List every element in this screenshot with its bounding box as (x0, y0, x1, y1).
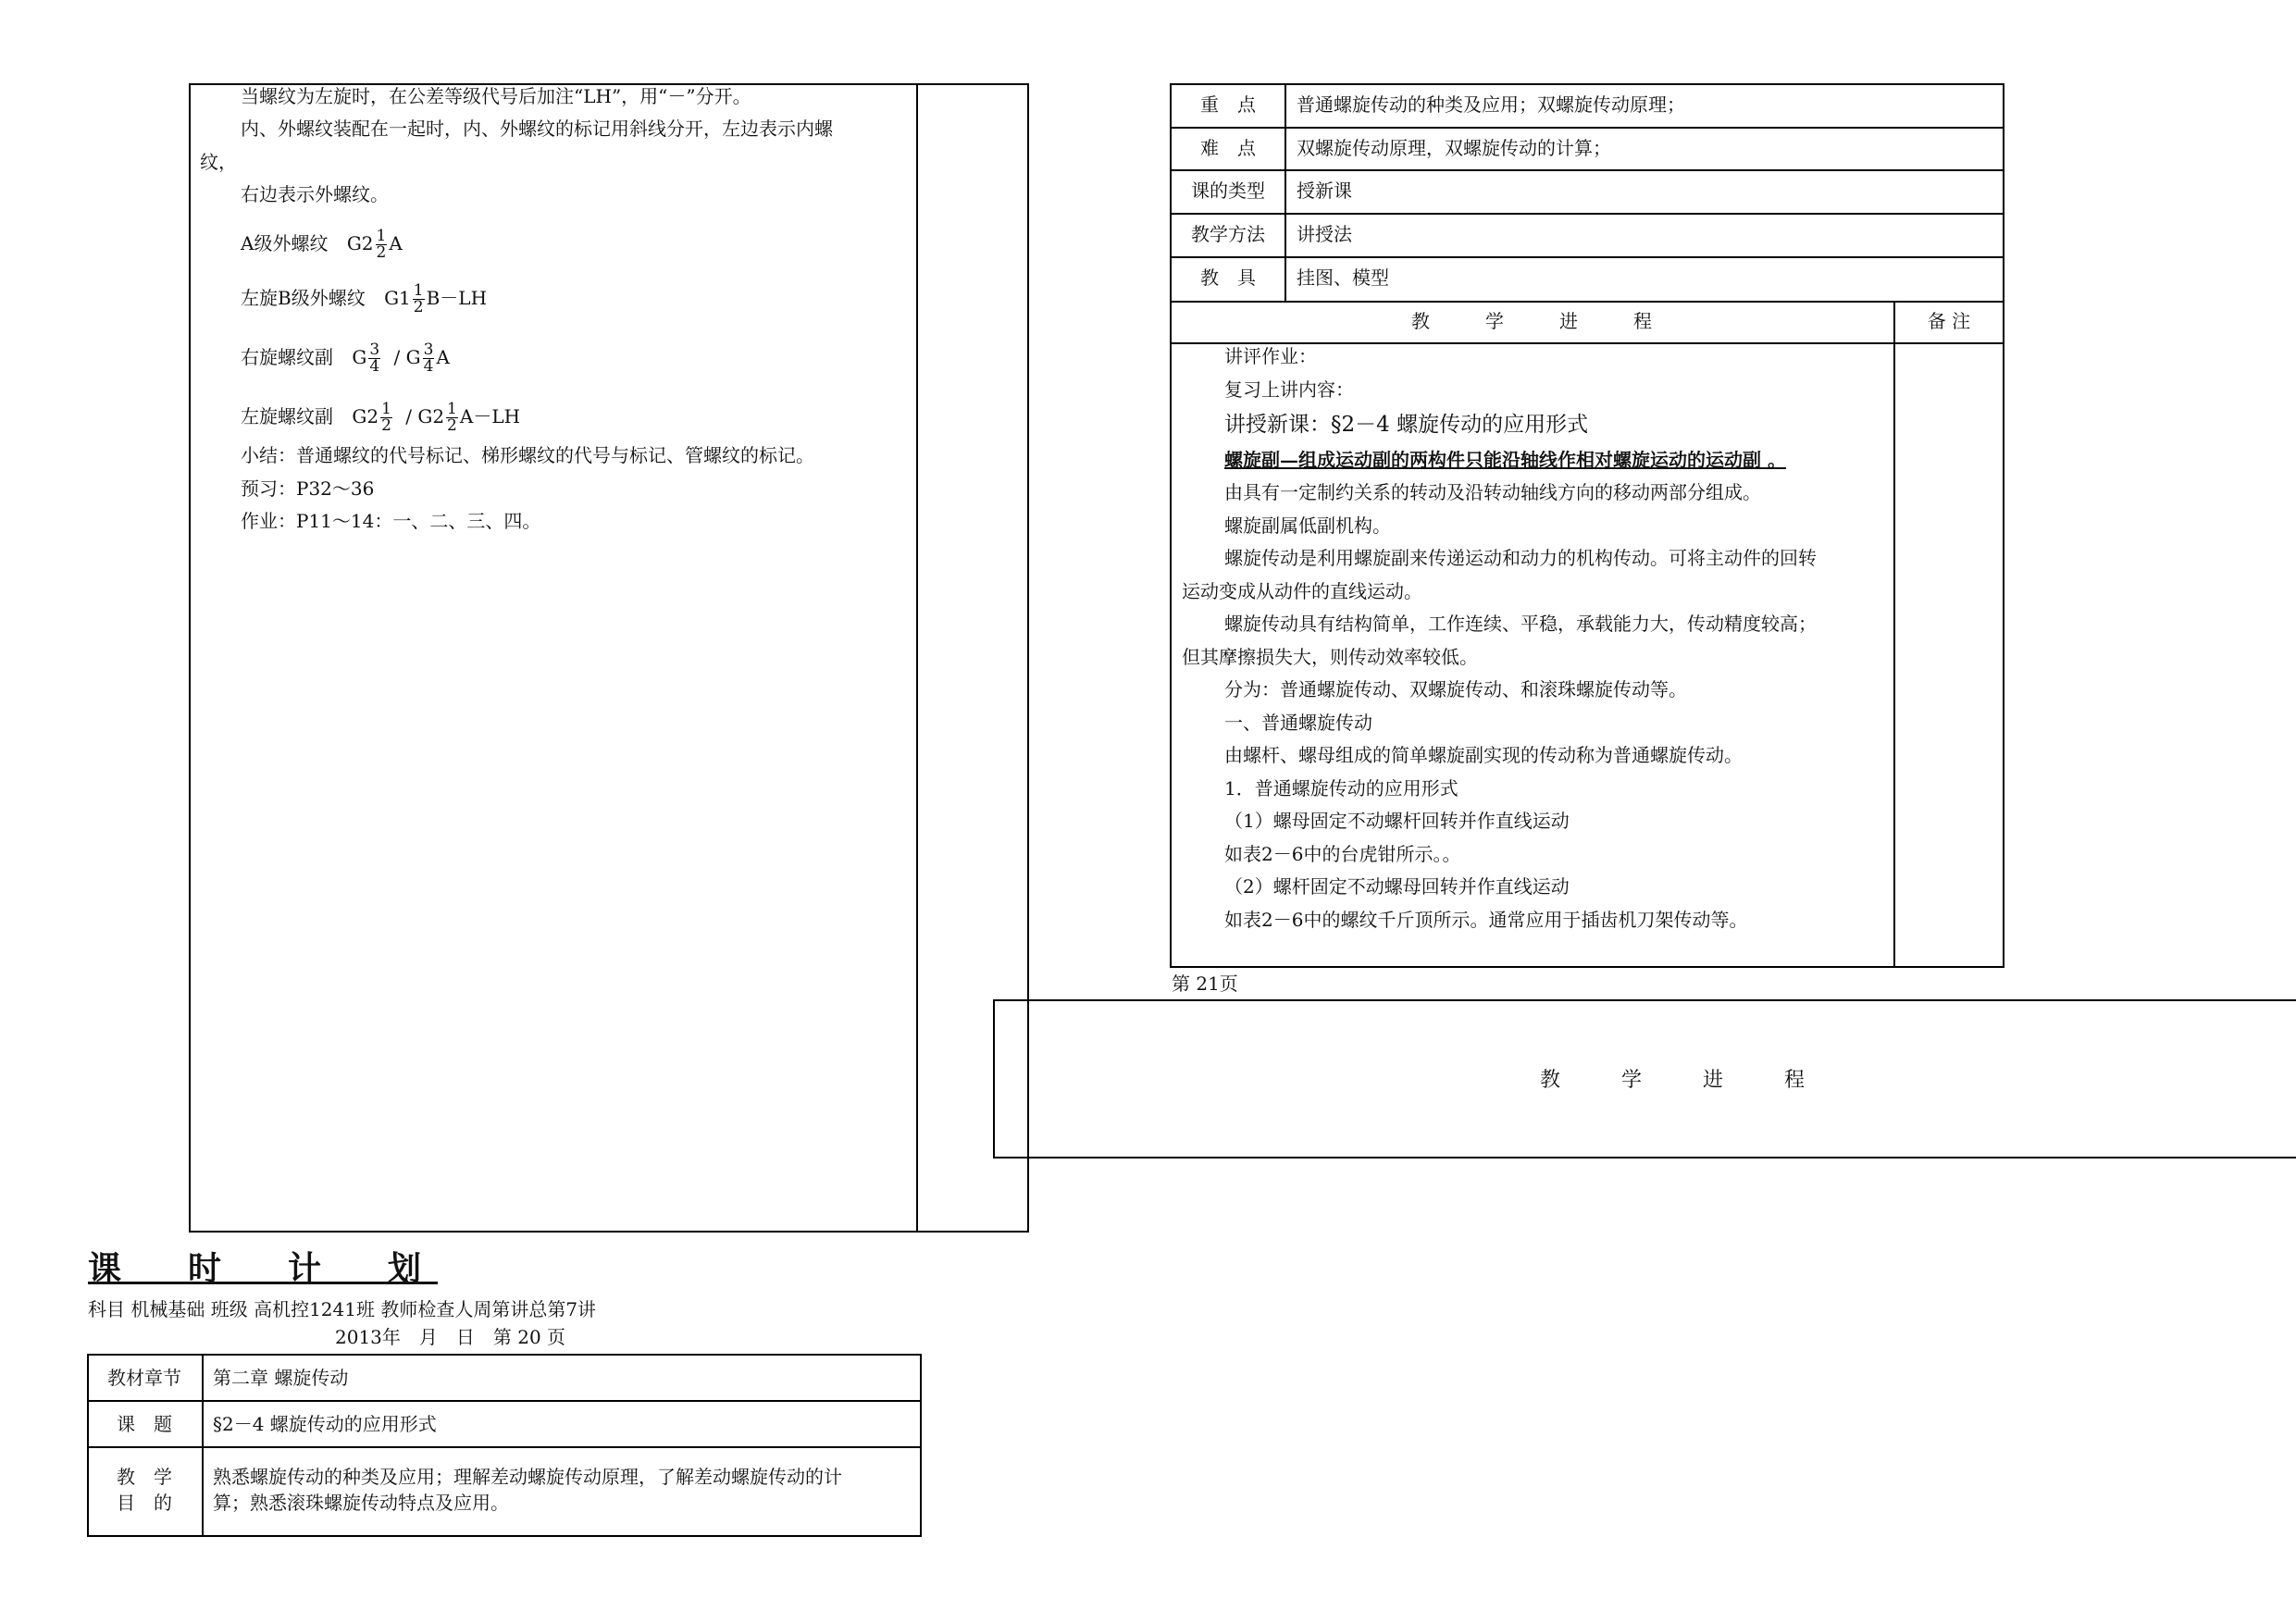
body-line: （1）螺母固定不动螺杆回转并作直线运动 (1224, 810, 1570, 832)
fraction-numerator: 3 (369, 341, 380, 359)
fraction-numerator: 1 (376, 227, 387, 245)
left-sheet-remarks-divider (916, 83, 918, 1233)
body-line: 螺旋传动具有结构简单，工作连续、平稳，承载能力大，传动精度较高； (1224, 613, 1817, 635)
plan-label-divider (202, 1354, 204, 1537)
row-divider (1170, 213, 2004, 215)
info-label-divider (1285, 83, 1286, 302)
row-divider (87, 1446, 922, 1448)
example-label: A级外螺纹 (241, 232, 329, 254)
row-divider (1170, 127, 2004, 129)
row-divider (1170, 169, 2004, 171)
example-code-middle: / G2 (405, 405, 445, 427)
example-code-prefix: G (352, 346, 367, 368)
body-line: 由螺杆、螺母组成的简单螺旋副实现的传动称为普通螺旋传动。 (1224, 744, 1743, 766)
body-line: 螺旋副属低副机构。 (1224, 514, 1391, 537)
info-value-difficulties: 双螺旋传动原理，双螺旋传动的计算； (1297, 137, 1611, 159)
fraction (376, 229, 388, 261)
fraction-numerator: 1 (381, 400, 391, 418)
body-line: 如表2－6中的螺纹千斤顶所示。通常应用于插齿机刀架传动等。 (1224, 909, 1748, 931)
example-code-prefix: G1 (384, 287, 411, 309)
row-divider (1170, 256, 2004, 258)
body-line: 1．普通螺旋传动的应用形式 (1224, 777, 1458, 799)
plan-label-objective: 教 学 目 的 (117, 1466, 172, 1514)
body-line: 螺旋传动是利用螺旋副来传递运动和动力的机构传动。可将主动件的回转 (1224, 547, 1817, 569)
example-code-suffix: A (389, 232, 403, 254)
plan-value-topic: §2－4 螺旋传动的应用形式 (213, 1413, 437, 1435)
left-text-line: 当螺纹为左旋时，在公差等级代号后加注“LH”，用“－”分开。 (241, 85, 751, 107)
body-line: 讲授新课：§2－4 螺旋传动的应用形式 (1224, 413, 1589, 437)
example-code-middle: / G (393, 346, 421, 368)
lesson-plan-date: 2013年 月 日 第 20 页 (335, 1326, 566, 1348)
example-code-suffix: B－LH (426, 287, 488, 309)
body-line: 但其摩擦损失大，则传动效率较低。 (1182, 646, 1478, 668)
fraction-numerator: 1 (447, 400, 457, 418)
fraction-denominator: 2 (376, 243, 387, 262)
fraction-denominator: 2 (381, 416, 391, 435)
example-code-suffix: A－LH (459, 405, 521, 427)
body-line: 如表2－6中的台虎钳所示。。 (1224, 843, 1461, 865)
row-divider (1170, 301, 2004, 303)
fraction (413, 283, 425, 316)
body-line: （2）螺杆固定不动螺母回转并作直线运动 (1224, 875, 1570, 898)
fraction (368, 342, 380, 375)
fraction-denominator: 4 (423, 357, 434, 376)
info-value-teaching-aids: 挂图、模型 (1297, 266, 1389, 289)
body-line: 运动变成从动件的直线运动。 (1182, 580, 1422, 602)
info-label-teaching-aids: 教 具 (1200, 266, 1256, 289)
lesson-plan-meta: 科目 机械基础 班级 高机控1241班 教师检查人周第讲总第7讲 (88, 1298, 597, 1320)
plan-value-chapter: 第二章 螺旋传动 (213, 1367, 349, 1389)
fraction-denominator: 4 (369, 357, 380, 376)
plan-label-topic: 课 题 (117, 1413, 172, 1435)
left-text-line: 纹， (200, 151, 237, 173)
info-label-difficulties: 难 点 (1200, 137, 1256, 159)
remarks-header: 备 注 (1927, 310, 1971, 332)
fraction (423, 342, 435, 375)
plan-label-chapter: 教材章节 (107, 1367, 181, 1389)
fraction-numerator: 1 (413, 281, 424, 300)
thread-example-2 (241, 279, 487, 316)
info-value-key-points: 普通螺旋传动的种类及应用；双螺旋传动原理； (1297, 93, 1685, 116)
body-line: 由具有一定制约关系的转动及沿转动轴线方向的移动两部分组成。 (1224, 481, 1761, 503)
fraction-numerator: 3 (423, 341, 434, 359)
example-label: 左旋螺纹副 (241, 405, 333, 427)
info-label-lesson-type: 课的类型 (1191, 180, 1265, 202)
body-line: 分为：普通螺旋传动、双螺旋传动、和滚珠螺旋传动等。 (1224, 678, 1687, 700)
thread-example-3 (241, 339, 450, 376)
body-line: 讲评作业： (1224, 345, 1317, 367)
thread-example-1 (241, 225, 403, 262)
fraction-denominator: 2 (447, 416, 457, 435)
info-value-lesson-type: 授新课 (1297, 180, 1352, 202)
fraction (446, 402, 458, 434)
summary-text: 小结：普通螺纹的代号标记、梯形螺纹的代号与标记、管螺纹的标记。 (241, 444, 814, 466)
fraction-denominator: 2 (413, 298, 424, 316)
example-code-suffix: A (436, 346, 450, 368)
body-line: 一、普通螺旋传动 (1224, 712, 1372, 734)
example-label: 右旋螺纹副 (241, 346, 333, 368)
lesson-plan-title: 课 时 计 划 (88, 1249, 439, 1288)
body-definition-line: 螺旋副—组成运动副的两构件只能沿轴线作相对螺旋运动的运动副 。 (1224, 449, 1786, 471)
page-number: 第 21页 (1172, 973, 1238, 995)
middle-strip-text: 教 学 进 程 (1540, 1069, 1806, 1092)
homework-text: 作业：P11～14：一、二、三、四。 (241, 510, 541, 532)
preview-text: 预习：P32～36 (241, 477, 375, 500)
row-divider (1170, 342, 2004, 344)
fraction (380, 402, 392, 434)
example-code-prefix: G2 (352, 405, 379, 427)
remarks-divider (1893, 301, 1895, 968)
example-code-prefix: G2 (346, 232, 374, 254)
thread-example-4 (241, 398, 520, 435)
row-divider (87, 1400, 922, 1402)
info-label-method: 教学方法 (1191, 223, 1265, 245)
left-text-line: 内、外螺纹装配在一起时，内、外螺纹的标记用斜线分开，左边表示内螺 (241, 118, 833, 140)
left-text-line: 右边表示外螺纹。 (241, 183, 389, 205)
info-label-key-points: 重 点 (1200, 93, 1256, 116)
process-header: 教 学 进 程 (1411, 310, 1652, 332)
info-value-method: 讲授法 (1297, 223, 1352, 245)
plan-value-objective: 熟悉螺旋传动的种类及应用；理解差动螺旋传动原理，了解差动螺旋传动的计 算；熟悉滚珠螺旋传动特点及应用。 (213, 1466, 842, 1514)
body-line: 复习上讲内容： (1224, 378, 1354, 401)
example-label: 左旋B级外螺纹 (241, 287, 366, 309)
